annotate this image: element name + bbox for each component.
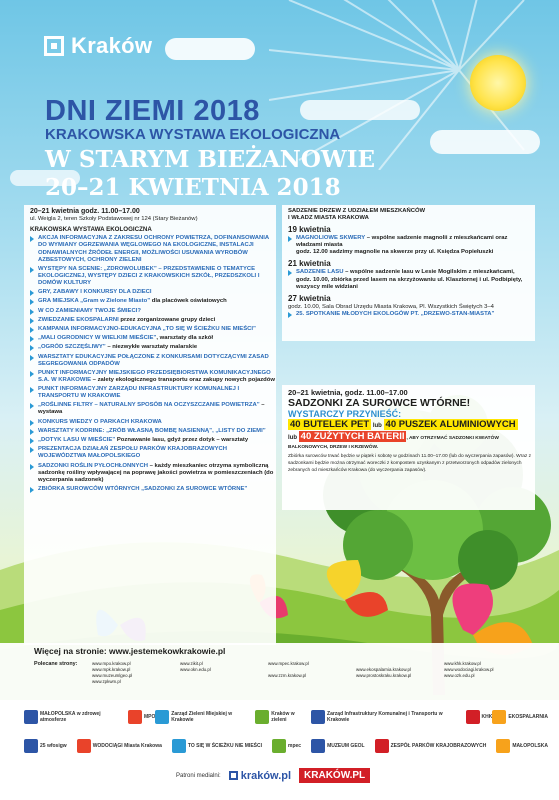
- partner-logo-label: MAŁOPOLSKA w zdrowej atmosferze: [39, 711, 101, 723]
- bullet-icon: [30, 447, 34, 453]
- partner-logo-icon: [272, 739, 286, 753]
- planting-heading-1: SADZENIE DRZEW Z UDZIAŁEM MIESZKAŃCÓW: [288, 208, 426, 214]
- program-item-title: „ROŚLINNE FILTRY – NATURALNY SPOSÓB NA OCZYSZCZANIE POWIETRZA”: [38, 402, 260, 409]
- logo-text: Kraków: [71, 33, 153, 58]
- program-item-title: SADZONKI ROŚLIN PYŁOCHŁONNYCH: [38, 462, 148, 469]
- bullet-icon: [30, 290, 34, 296]
- cloud: [165, 38, 255, 60]
- bullet-icon: [30, 371, 34, 377]
- bullet-icon: [30, 487, 34, 493]
- program-address: ul. Weigla 2, teren Szkoły Podstawowej nr 124 (Stary Bieżanów): [30, 216, 198, 223]
- partner-logo[interactable]: [128, 710, 155, 724]
- bullet-icon: [30, 236, 34, 242]
- link-item[interactable]: www.khk.krakow.pl: [444, 661, 481, 666]
- partner-logo-label: EKOSPALARNIA: [508, 714, 549, 720]
- partner-logo[interactable]: [496, 739, 548, 753]
- program-item-title: AKCJA INFORMACYJNA Z ZAKRESU OCHRONY POWIETRZA, DOFINANSOWANIA DO WYMIANY OGRZEWANIA WĘGLOWEGO NA EKOLOGICZNE, INSTALACJI ODNAWIALNYCH ŹRÓDEŁ ENERGII, MOŻLIWOŚCI USUWANIA WYROBÓW AZBESTOWYCH, OCHRONY ZIELENI: [38, 235, 269, 263]
- partner-logo[interactable]: [466, 710, 493, 724]
- program-item-title: ZBIÓRKA SUROWCÓW WTÓRNYCH „SADZONKI ZA SUROWCE WTÓRNE”: [38, 485, 248, 492]
- cloud: [430, 130, 540, 154]
- program-item: [30, 308, 275, 315]
- program-item-title: „OGRÓD SZCZĘŚLIWY”: [38, 344, 106, 351]
- partner-logo[interactable]: [311, 739, 365, 753]
- link-item[interactable]: www.ozk.edu.pl: [444, 672, 475, 678]
- partner-logo-icon: [492, 710, 506, 724]
- day-extra: godz. 12.00 sadzimy magnolie na skwerze przy ul. Księdza Popiełuszki: [296, 249, 494, 256]
- box-date: 20–21 kwietnia, godz. 11.00–17.00: [288, 388, 408, 397]
- bullet-icon: [288, 312, 292, 318]
- partner-logo[interactable]: [492, 710, 548, 724]
- media-krakow-pl-red[interactable]: KRAKÓW.PL: [299, 768, 370, 783]
- partner-logo-label: MAŁOPOLSKA: [512, 743, 548, 749]
- day-event[interactable]: 25. SPOTKANIE MŁODYCH EKOLOGÓW PT. „DRZEWO-STAN-MIASTA”: [296, 310, 495, 317]
- day-event[interactable]: SADZENIE LASU: [296, 269, 344, 276]
- program-item: [30, 326, 275, 333]
- partner-logo-icon: [496, 739, 510, 753]
- partner-logo-label: MPO: [143, 714, 156, 720]
- planting-heading-2: I WŁADZ MIASTA KRAKOWA: [288, 215, 369, 222]
- program-item: [30, 486, 275, 493]
- recommended-links: [92, 661, 532, 685]
- program-item: [30, 446, 275, 460]
- link-item[interactable]: www.okn.edu.pl: [180, 666, 211, 672]
- program-item: [30, 344, 275, 351]
- partner-logo[interactable]: [272, 739, 301, 753]
- partner-logos-row-2: [24, 733, 548, 759]
- partner-logo-icon: [311, 739, 325, 753]
- program-item: [30, 402, 275, 416]
- left-program: [30, 208, 275, 495]
- program-item-title: WYSTĘPY NA SCENIE: „ZDROWOLUBEK” – PRZEDSTAWIENIE O TEMATYCE EKOLOGICZNEJ, WYSTĘPY DZIECI Z KRAKOWSKICH SZKÓŁ, PRZEDSZKOLI I DOMÓW KULTURY: [38, 265, 260, 287]
- planting-day: [288, 259, 533, 290]
- program-item-desc: – niezwykłe warsztaty malarskie: [105, 344, 198, 351]
- program-item-title: W CO ZAMIENIAMY TWOJE ŚMIECI?: [38, 307, 141, 314]
- bullet-icon: [30, 327, 34, 333]
- link-item[interactable]: www.mpk.krakow.pl: [92, 666, 131, 672]
- links-label: Polecane strony:: [34, 661, 78, 667]
- program-item: [30, 235, 275, 263]
- program-item: [30, 428, 275, 435]
- krakow-mark-icon: [229, 771, 238, 780]
- bullet-icon: [30, 299, 34, 305]
- link-item[interactable]: www.zzm.krakow.pl: [268, 672, 307, 678]
- bullet-icon: [30, 355, 34, 361]
- partner-logo-icon: [375, 739, 389, 753]
- partner-logo-label: ZESPÓŁ PARKÓW KRAJOBRAZOWYCH: [390, 743, 487, 749]
- link-item[interactable]: www.muzeumlgeo.pl: [92, 672, 133, 678]
- program-item: [30, 354, 275, 368]
- box-line-1: 40 BUTELEK PET lub 40 PUSZEK ALUMINIOWYCH: [290, 419, 516, 430]
- partner-logo-label: 25 wfosigw: [40, 743, 67, 749]
- media-patrons: [176, 768, 370, 783]
- box-note: Zbiórka surowców trwać będzie w piątek i sobotę w godzinach 11.00–17.00 (lub do wyczerpania zapasów). Wraz z sadzonkami będzie można otrzymać woreczki z kompostem uzyskanym z przetworzonych odpadów zielonych zebranych od mieszkańców Krakowa (do wyczerpania zapasów).: [288, 454, 531, 473]
- partner-logo[interactable]: [375, 739, 487, 753]
- program-item: [30, 266, 275, 287]
- partner-logo-label: Zarząd Infrastruktury Komunalnej i Transportu w Krakowie: [327, 711, 443, 723]
- planting-day: [288, 225, 533, 256]
- partner-logo[interactable]: [77, 739, 162, 753]
- partner-logo-icon: [172, 739, 186, 753]
- partner-logo-icon: [24, 710, 38, 724]
- day-desc: – wspólne sadzenie magnolii z mieszkańcami oraz władzami miasta: [296, 235, 508, 249]
- program-heading: 20–21 kwietnia godz. 11.00–17.00: [30, 208, 140, 215]
- partner-logo-label: mpec: [288, 743, 302, 749]
- program-list: [30, 235, 275, 493]
- program-item-title: GRY, ZABAWY I KONKURSY DLA DZIECI: [38, 289, 152, 296]
- event-place: W STARYM BIEŻANOWIE: [45, 146, 375, 173]
- partner-logo-icon: [77, 739, 91, 753]
- link-item[interactable]: www.wodociagi.krakow.pl: [444, 666, 494, 672]
- planting-day: [288, 294, 533, 318]
- link-item[interactable]: [180, 673, 268, 679]
- program-section: KRAKOWSKA WYSTAWA EKOLOGICZNA: [30, 226, 152, 234]
- partner-logo-label: TO SIĘ W ŚCIEŻKU NIE MIEŚCI: [187, 743, 262, 749]
- bullet-icon: [30, 309, 34, 315]
- bullet-icon: [288, 270, 292, 276]
- program-item-desc: przez zorganizowane grupy dzieci: [118, 316, 216, 323]
- day-extra: godz. 10.00, zbiórka przed lasem na skrzyżowaniu ul. Klasztornej i ul. Podbipięty, wszyscy mile widziani: [296, 276, 523, 290]
- program-item-title: PUNKT INFORMACYJNY MIEJSKIEGO PRZEDSIĘBIORSTWA KOMUNIKACYJNEGO S.A. W KRAKOWIE: [38, 369, 271, 383]
- program-item-title: KONKURS WIEDZY O PARKACH KRAKOWA: [38, 418, 162, 425]
- bullet-icon: [30, 336, 34, 342]
- program-item-desc: – wystawa: [38, 402, 265, 416]
- krakow-logo[interactable]: [44, 33, 152, 59]
- partner-logo[interactable]: [24, 710, 128, 724]
- bullet-icon: [30, 429, 34, 435]
- program-item-desc: – każdy mieszkaniec otrzyma symboliczną sadzonkę rośliny wpływającej na poprawę jakości powietrza w pomieszczeniach (do wyczerpania sadzonek): [38, 462, 274, 483]
- program-item-title: WARSZTATY EDUKACYJNE POŁĄCZONE Z KONKURSAMI DOTYCZĄCYMI ZASAD SEGREGOWANIA ODPADÓW: [38, 353, 269, 367]
- partner-logo-label: Zarząd Zieleni Miejskiej w Krakowie: [171, 711, 233, 723]
- bullet-icon: [30, 267, 34, 273]
- link-item[interactable]: www.mpo.krakow.pl: [92, 661, 131, 666]
- program-item: [30, 370, 275, 384]
- program-item: [30, 419, 275, 426]
- bullet-icon: [30, 403, 34, 409]
- sun-icon: [470, 55, 526, 111]
- bullet-icon: [30, 318, 34, 324]
- media-label: Patroni medialni:: [176, 772, 221, 779]
- partner-logo-label: Kraków w zieleni: [271, 711, 295, 723]
- partner-logo-icon: [24, 739, 38, 753]
- link-item[interactable]: www.zikit.pl: [180, 661, 203, 666]
- day-label: 19 kwietnia: [288, 225, 331, 235]
- day-label: 21 kwietnia: [288, 259, 331, 269]
- program-item-title: KAMPANIA INFORMACYJNO-EDUKACYJNA „TO SIĘ W ŚCIEŻKU NIE MIEŚCI”: [38, 325, 256, 332]
- program-item-desc: , warsztaty dla szkół: [156, 335, 213, 342]
- bullet-icon: [30, 345, 34, 351]
- program-item-title: GRA MIEJSKA „Gram w Zielone Miasto”: [38, 298, 151, 305]
- recycling-info: [288, 388, 532, 475]
- bullet-icon: [30, 420, 34, 426]
- program-item-title: „MALI OGRODNICY W WIELKIM MIEŚCIE”: [38, 335, 157, 342]
- event-subtitle: KRAKOWSKA WYSTAWA EKOLOGICZNA: [45, 126, 341, 143]
- link-item[interactable]: www.ekospalarnia.krakow.pl: [356, 666, 411, 672]
- program-item: [30, 386, 275, 400]
- program-item: [30, 437, 275, 444]
- partner-logo[interactable]: [155, 710, 255, 724]
- program-item-title: PREZENTACJA DZIAŁAŃ ZESPOŁU PARKÓW KRAJOBRAZOWYCH WOJEWÓDZTWA MAŁOPOLSKIEGO: [38, 446, 228, 460]
- program-item-title: PUNKT INFORMACYJNY ZARZĄDU INFRASTRUKTURY KOMUNALNEJ I TRANSPORTU W KRAKOWIE: [38, 386, 240, 400]
- day-desc: godz. 10.00, Sala Obrad Urzędu Miasta Krakowa, Pl. Wszystkich Świętych 3–4: [288, 303, 494, 310]
- box-enough: WYSTARCZY PRZYNIEŚĆ:: [288, 409, 402, 419]
- program-item-title: WARSZTATY KODRINE: „ZRÓB WŁASNĄ BOMBĘ NASIENNĄ”, „LISTY DO ZIEMI”: [38, 427, 266, 434]
- day-label: 27 kwietnia: [288, 293, 331, 303]
- partner-logo[interactable]: [255, 710, 311, 724]
- bullet-icon: [30, 387, 34, 393]
- bullet-icon: [30, 464, 34, 470]
- partner-logo[interactable]: [172, 739, 262, 753]
- website: [34, 646, 225, 656]
- partner-logo-icon: [466, 710, 480, 724]
- partner-logo-icon: [255, 710, 269, 724]
- box-title: SADZONKI ZA SUROWCE WTÓRNE!: [288, 397, 471, 409]
- partner-logo-label: KHK: [481, 714, 493, 720]
- program-item-desc: dla placówek oświatowych: [150, 298, 227, 305]
- partner-logos-row-1: [24, 704, 548, 730]
- program-item: [30, 335, 275, 342]
- bullet-icon: [288, 236, 292, 242]
- partner-logo-icon: [311, 710, 325, 724]
- partner-logo-label: MUZEUM GEOL: [327, 743, 365, 749]
- event-title: DNI ZIEMI 2018: [45, 95, 260, 127]
- program-item-title: „DOTYK LASU W MIEŚCIE”: [38, 437, 116, 444]
- link-item[interactable]: www.zpkwm.pl: [92, 678, 121, 684]
- partner-logo-label: WODOCIĄGI Miasta Krakowa: [92, 743, 162, 749]
- day-desc: – wspólne sadzenie lasu w Lesie Mogilskim z mieszkańcami,: [343, 269, 515, 276]
- website-link[interactable]: www.jestemekowkrakowie.pl: [109, 646, 226, 656]
- more-label: Więcej na stronie:: [34, 646, 107, 656]
- partner-logo[interactable]: [311, 710, 465, 724]
- link-item[interactable]: www.mpec.krakow.pl: [268, 661, 309, 666]
- partner-logo-icon: [155, 710, 169, 724]
- program-item: [30, 463, 275, 484]
- box-line-2: lub 40 ZUŻYTYCH BATERII , ABY OTRZYMAĆ SADZONKI KWIATÓW BALKONOWYCH, DRZEW I KRZEWÓW.: [288, 431, 499, 450]
- program-item: [30, 317, 275, 324]
- day-event[interactable]: MAGNOLIOWE SKWERY: [296, 235, 366, 242]
- title-block: [45, 96, 375, 202]
- bullet-icon: [30, 438, 34, 444]
- link-item[interactable]: www.prostoskraku.krakow.pl: [356, 672, 412, 678]
- program-item-title: ZWIEDZANIE EKOSPALARNI: [38, 316, 119, 323]
- program-item: [30, 298, 275, 305]
- tree-planting-program: [288, 208, 533, 320]
- event-dates: 20–21 KWIETNIA 2018: [45, 174, 341, 201]
- program-item-desc: – zalety ekologicznego transportu oraz zakupy nowych pojazdów: [91, 376, 275, 383]
- krakow-mark-icon: [44, 36, 64, 56]
- media-krakow-pl[interactable]: kraków.pl: [229, 770, 291, 782]
- program-item-desc: Poznawanie lasu, gdyż przez dotyk – warsztaty: [115, 437, 249, 444]
- partner-logo-icon: [128, 710, 142, 724]
- partner-logo[interactable]: [24, 739, 67, 753]
- program-item: [30, 289, 275, 296]
